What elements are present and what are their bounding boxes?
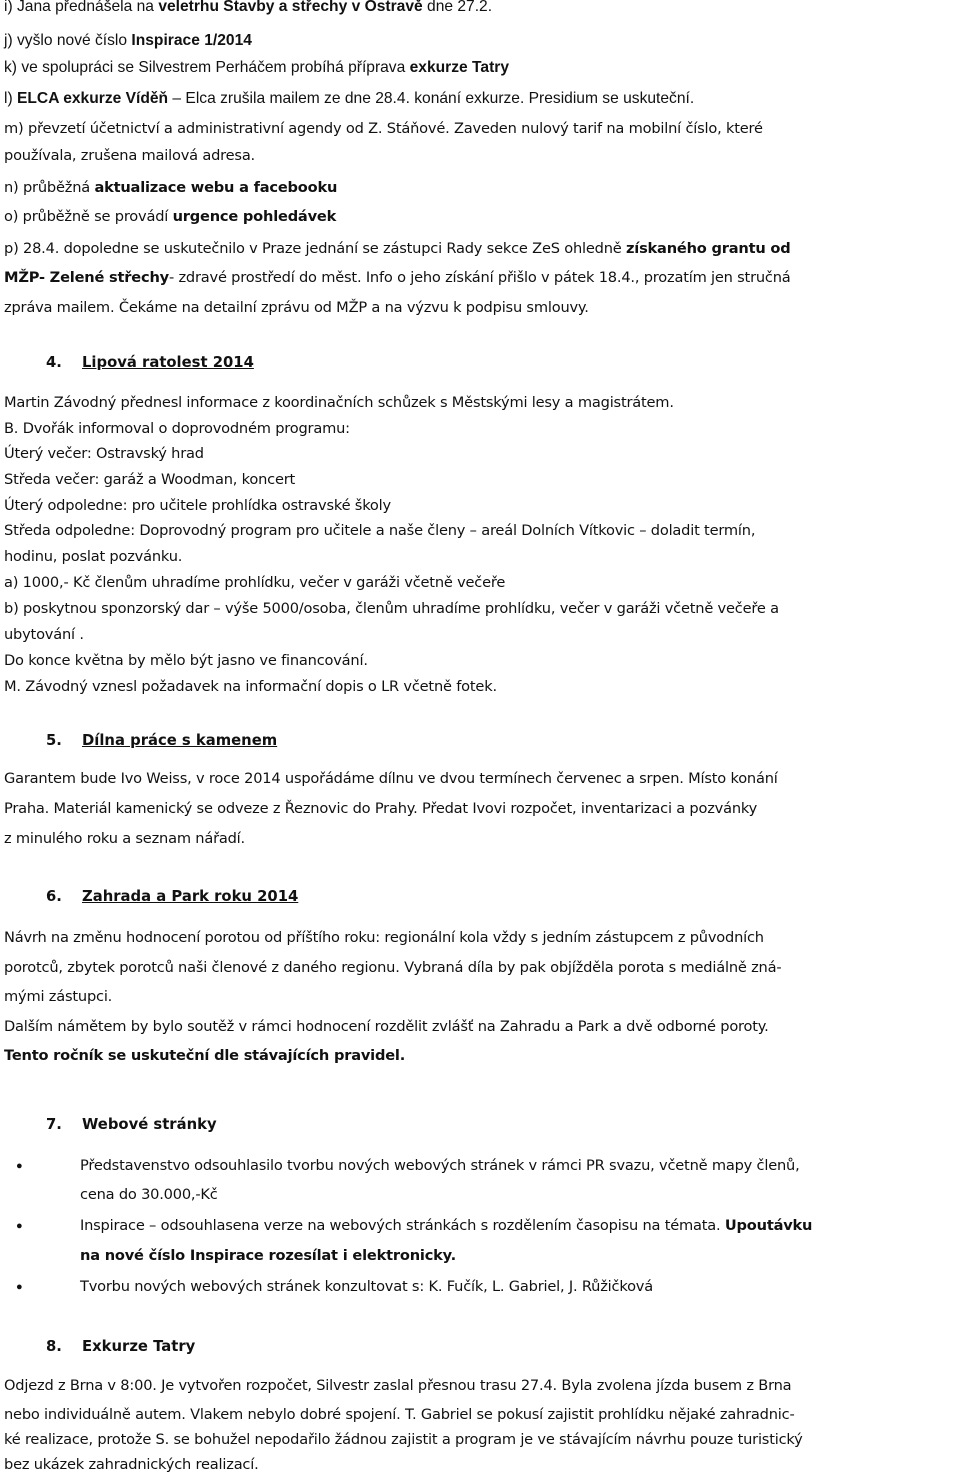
- sec8-line: Odjezd z Brna v 8:00. Je vytvořen rozpočet, Silvestr zaslal přesnou trasu 27.4. Byla zvolena jízda busem z Brna: [4, 1377, 792, 1394]
- section-4-heading: [46, 353, 254, 373]
- item-o: [4, 207, 336, 227]
- item-k: [4, 58, 509, 78]
- sec4-line: Středa večer: garáž a Woodman, koncert: [4, 471, 296, 488]
- section-5-number: 5.: [46, 732, 62, 749]
- section-7-heading: [46, 1115, 217, 1135]
- sec8-line: bez ukázek zahradnických realizací.: [4, 1456, 259, 1473]
- section-7-number: 7.: [46, 1116, 62, 1133]
- item-i-bold: veletrhu Stavby a střechy v Ostravě: [158, 0, 423, 15]
- item-j-text: j) vyšlo nové číslo: [4, 32, 132, 49]
- section-5-heading: [46, 731, 277, 751]
- section-6-heading: [46, 887, 298, 907]
- bullet-item-2-line1: [80, 1216, 812, 1236]
- item-p-text: dopoledne se uskutečnilo v Praze jednání se zástupci Rady sekce ZeS ohledně: [63, 240, 626, 257]
- item-n: [4, 178, 337, 198]
- sec5-line: Praha. Materiál kamenický se odveze z Řeznovic do Prahy. Předat Ivovi rozpočet, inventarizaci a pozvánky: [4, 800, 758, 817]
- bullet-item-2-bold: Upoutávku: [724, 1217, 813, 1234]
- sec4-line: b) poskytnou sponzorský dar – výše 5000/osoba, členům uhradíme prohlídku, večer v garáži včetně večeře a: [4, 600, 779, 617]
- section-6-title: Zahrada a Park roku 2014: [82, 888, 299, 905]
- section-5-title: Dílna práce s kamenem: [82, 732, 278, 749]
- item-l-bold: ELCA exkurze Víděň: [17, 90, 169, 107]
- item-n-bold: aktualizace webu a facebooku: [94, 179, 338, 196]
- section-4-title: Lipová ratolest 2014: [82, 354, 254, 371]
- section-6-number: 6.: [46, 888, 62, 905]
- sec4-line: B. Dvořák informoval o doprovodném programu:: [4, 420, 350, 437]
- bullet-item-2-line2: na nové číslo Inspirace rozesílat i elektronicky.: [80, 1247, 456, 1264]
- bullet-item-1-line1: Představenstvo odsouhlasilo tvorbu nových webových stránek v rámci PR svazu, včetně mapy členů,: [80, 1157, 800, 1174]
- item-p-line1: [4, 239, 791, 259]
- item-j-bold: Inspirace 1/2014: [131, 32, 252, 49]
- item-i-date: dne 27.2.: [422, 0, 493, 15]
- item-o-bold: urgence pohledávek: [172, 208, 337, 225]
- section-8-number: 8.: [46, 1338, 62, 1355]
- sec5-line: z minulého roku a seznam nářadí.: [4, 830, 245, 847]
- sec4-line: ubytování .: [4, 626, 84, 643]
- section-8-heading: [46, 1337, 195, 1357]
- item-i-text: i) Jana přednášela na: [4, 0, 159, 15]
- item-k-text: k) ve spolupráci se Silvestrem Perháčem probíhá příprava: [4, 59, 410, 76]
- sec6-line: mými zástupci.: [4, 988, 113, 1005]
- sec4-line: Úterý večer: Ostravský hrad: [4, 445, 204, 462]
- item-j: [4, 31, 252, 51]
- sec8-line: ké realizace, protože S. se bohužel nepodařilo žádnou zajistit a program je ve stávajícím návrhu pouze turistický: [4, 1431, 803, 1448]
- sec4-line: hodinu, poslat pozvánku.: [4, 548, 183, 565]
- bullet-icon: ●: [16, 1220, 23, 1232]
- section-4-number: 4.: [46, 354, 62, 371]
- item-l-text: – Elca zrušila mailem ze dne 28.4. konání exkurze. Presidium se uskuteční.: [168, 90, 695, 107]
- sec4-line: Martin Závodný přednesl informace z koordinačních schůzek s Městskými lesy a magistrátem.: [4, 394, 674, 411]
- sec4-line: Středa odpoledne: Doprovodný program pro učitele a naše členy – areál Dolních Vítkovic – doladit termín,: [4, 522, 756, 539]
- sec6-line: Dalším námětem by bylo soutěž v rámci hodnocení rozdělit zvlášť na Zahradu a Park a dvě odborné poroty.: [4, 1018, 769, 1035]
- item-p-bold: získaného grantu od: [625, 240, 791, 257]
- sec6-line: Návrh na změnu hodnocení porotou od příštího roku: regionální kola vždy s jedním zástupcem z původních: [4, 929, 764, 946]
- item-n-text: n) průběžná: [4, 179, 95, 196]
- sec6-bold-line: Tento ročník se uskuteční dle stávajících pravidel.: [4, 1047, 406, 1064]
- item-p-text2: - zdravé prostředí do měst. Info o jeho získání přišlo v pátek 18.4., prozatím jen stručná: [168, 269, 791, 286]
- item-i: [4, 0, 492, 17]
- item-m-line2: používala, zrušena mailová adresa.: [4, 147, 255, 164]
- bullet-item-3: Tvorbu nových webových stránek konzultovat s: K. Fučík, L. Gabriel, J. Růžičková: [80, 1278, 653, 1295]
- sec6-line: porotců, zbytek porotců naši členové z daného regionu. Vybraná díla by pak objížděla porota s mediálně zná-: [4, 959, 782, 976]
- item-l-prefix: l): [4, 90, 17, 107]
- item-p-bold2: MŽP- Zelené střechy: [4, 269, 169, 286]
- bullet-item-2-text: Inspirace – odsouhlasena verze na webových stránkách s rozdělením časopisu na témata.: [80, 1217, 725, 1234]
- sec4-line: Úterý odpoledne: pro učitele prohlídka ostravské školy: [4, 497, 391, 514]
- sec5-line: Garantem bude Ivo Weiss, v roce 2014 uspořádáme dílnu ve dvou termínech červenec a srpen. Místo konání: [4, 770, 778, 787]
- item-m-line1: m) převzetí účetnictví a administrativní agendy od Z. Stáňové. Zaveden nulový tarif na mobilní číslo, které: [4, 120, 763, 137]
- section-8-title: Exkurze Tatry: [82, 1338, 196, 1355]
- bullet-icon: ●: [16, 1160, 23, 1172]
- item-p-line3: zpráva mailem. Čekáme na detailní zprávu od MŽP a na výzvu k podpisu smlouvy.: [4, 299, 589, 316]
- bullet-item-1-line2: cena do 30.000,-Kč: [80, 1186, 218, 1203]
- bullet-icon: ●: [16, 1281, 23, 1293]
- section-7-title: Webové stránky: [82, 1116, 217, 1133]
- sec4-line: a) 1000,- Kč členům uhradíme prohlídku, večer v garáži včetně večeře: [4, 574, 506, 591]
- sec4-line: M. Závodný vznesl požadavek na informační dopis o LR včetně fotek.: [4, 678, 497, 695]
- item-p-line2: [4, 268, 791, 288]
- item-o-text: o) průběžně se provádí: [4, 208, 173, 225]
- sec8-line: nebo individuálně autem. Vlakem nebylo dobré spojení. T. Gabriel se pokusí zajistit prohlídku nějaké zahradnic-: [4, 1406, 795, 1423]
- item-l: [4, 89, 694, 109]
- sec4-line: Do konce května by mělo být jasno ve financování.: [4, 652, 368, 669]
- item-k-bold: exkurze Tatry: [409, 59, 510, 76]
- item-p-date: p) 28.4.: [4, 240, 60, 257]
